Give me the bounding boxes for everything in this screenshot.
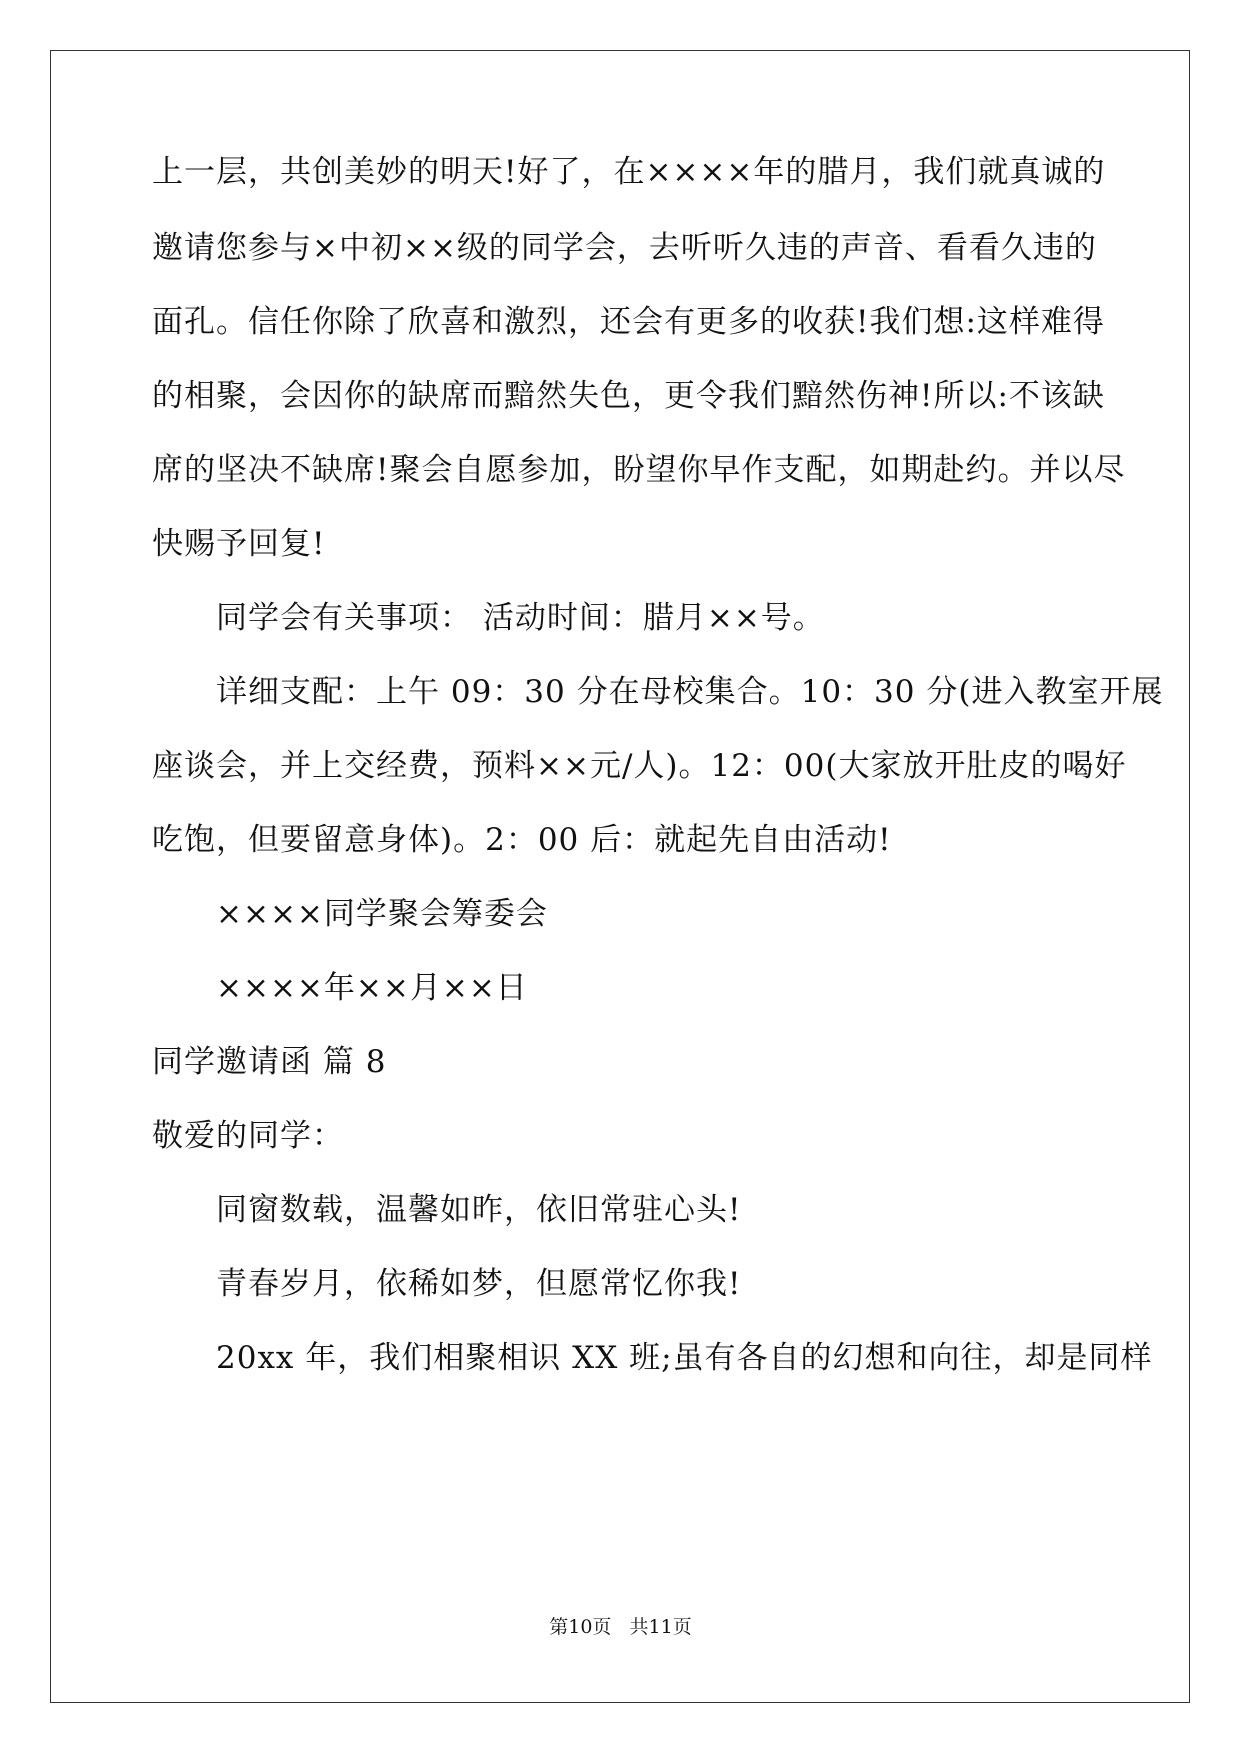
schedule-text-line: 座谈会，并上交经费，预料××元/人)。12：00(大家放开肚皮的喝好 — [152, 748, 1127, 784]
body-text-line: 上一层，共创美妙的明天!好了，在××××年的腊月，我们就真诚的 — [152, 154, 1106, 190]
body-text-line: 同窗数载，温馨如昨，依旧常驻心头! — [216, 1192, 742, 1228]
section-title: 同学邀请函 篇 8 — [152, 1044, 387, 1080]
signature-committee: ××××同学聚会筹委会 — [216, 896, 548, 932]
body-text-line: 青春岁月，依稀如梦，但愿常忆你我! — [216, 1266, 742, 1302]
page-number-footer: 第10页 共11页 — [549, 1616, 692, 1638]
page-border — [50, 50, 1190, 1703]
body-text-line: 面孔。信任你除了欣喜和激烈，还会有更多的收获!我们想:这样难得 — [152, 304, 1105, 340]
schedule-text-line: 吃饱，但要留意身体)。2：00 后：就起先自由活动! — [152, 822, 892, 858]
salutation: 敬爱的同学： — [152, 1118, 344, 1154]
body-text-line: 邀请您参与×中初××级的同学会，去听听久违的声音、看看久违的 — [152, 230, 1097, 266]
signature-date: ××××年××月××日 — [216, 970, 528, 1006]
body-text-line: 席的坚决不缺席!聚会自愿参加，盼望你早作支配，如期赴约。并以尽 — [152, 452, 1126, 488]
body-text-line: 20xx 年，我们相聚相识 XX 班;虽有各自的幻想和向往，却是同样 — [216, 1340, 1153, 1376]
body-text-line: 快赐予回复! — [152, 526, 326, 562]
body-text-line: 的相聚，会因你的缺席而黯然失色，更令我们黯然伤神!所以:不该缺 — [152, 378, 1105, 414]
schedule-text-line: 详细支配：上午 09：30 分在母校集合。10：30 分(进入教室开展 — [216, 674, 1164, 710]
event-details-heading: 同学会有关事项： 活动时间：腊月××号。 — [216, 600, 825, 636]
